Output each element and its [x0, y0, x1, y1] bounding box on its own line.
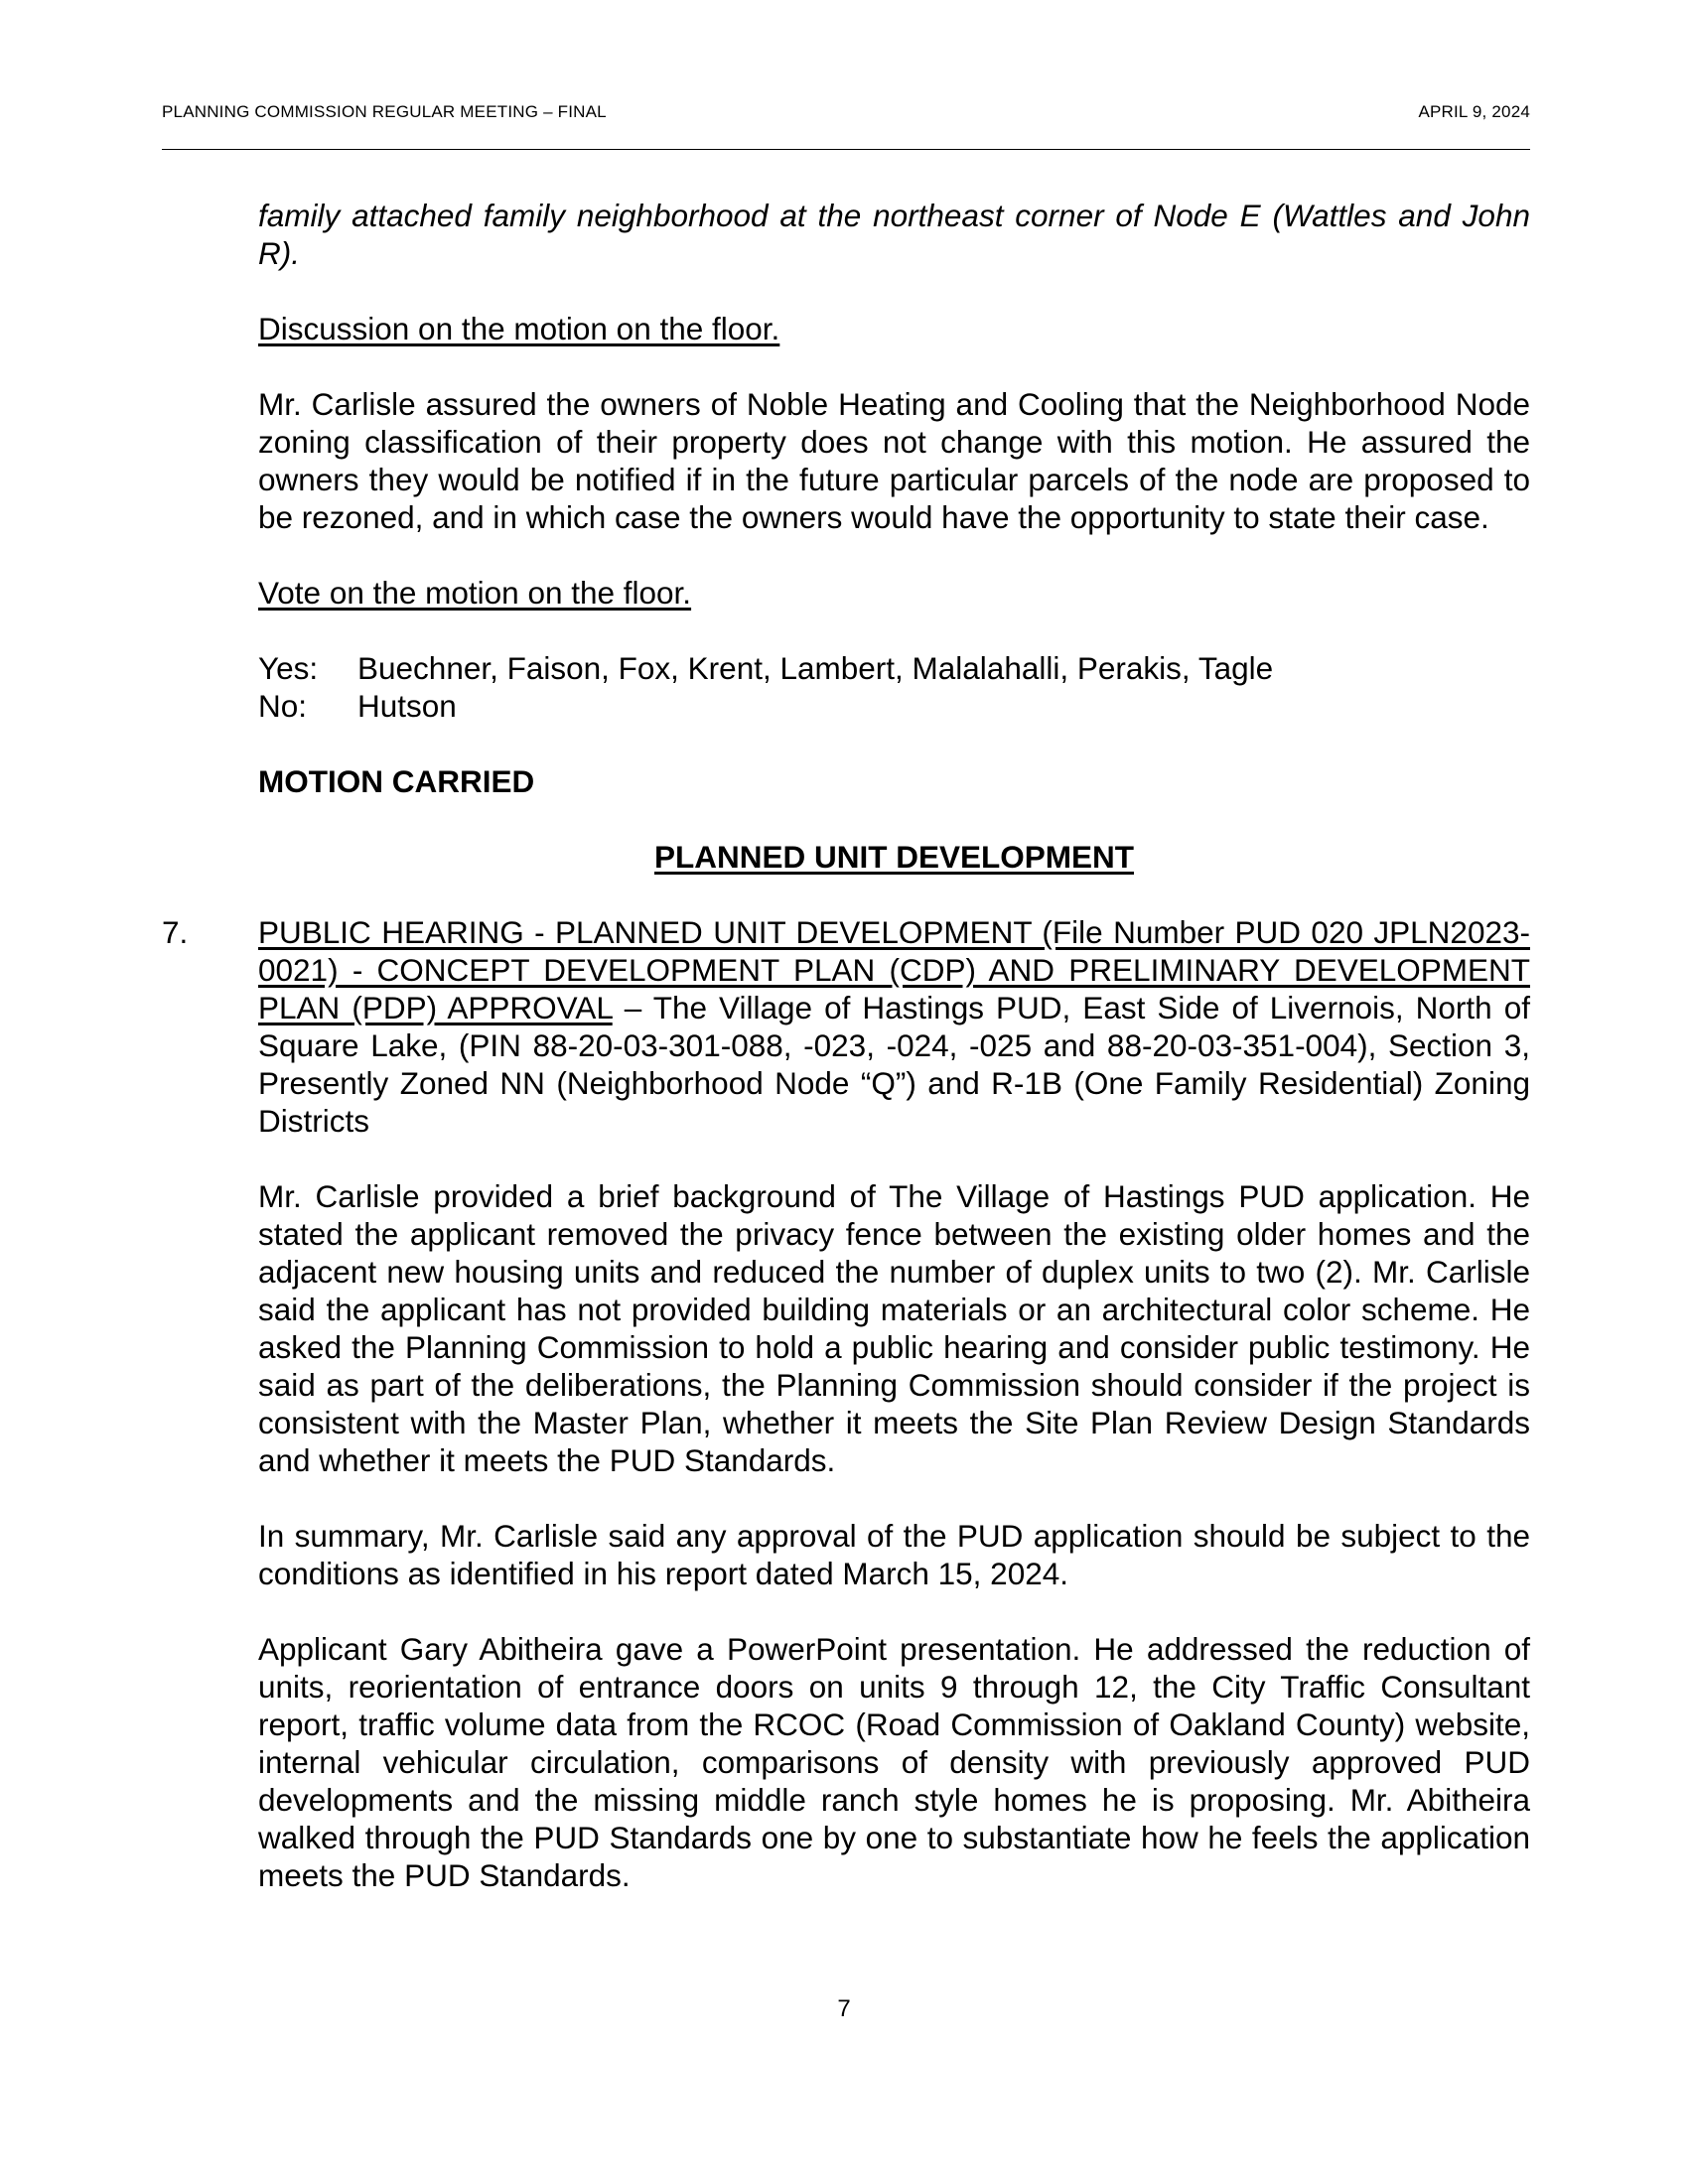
continuation-paragraph: family attached family neighborhood at the northeast corner of Node E (Wattles and John R). [258, 198, 1530, 271]
vote-row-no [258, 687, 1530, 725]
agenda-item-number: 7. [162, 914, 189, 950]
vote-table [258, 649, 1530, 725]
motion-result: MOTION CARRIED [258, 763, 535, 799]
document-body [162, 197, 1530, 1932]
vote-no-label: No: [258, 688, 308, 724]
vote-yes-label: Yes: [258, 650, 319, 686]
agenda-item-description: – The Village of Hastings PUD, East Side of Livernois, North of Square Lake, (PIN 88-20-03-301-088, -023, -024, -025 and 88-20-03-351-004), Section 3, Presently Zoned NN (Neighborhood Node “Q”) and R-1B (One Family Residential) Zoning Districts [258, 990, 1530, 1139]
vote-heading: Vote on the motion on the floor. [258, 575, 692, 611]
section-heading: PLANNED UNIT DEVELOPMENT [653, 839, 1135, 875]
page-number: 7 [837, 1995, 851, 2022]
agenda-item-title: PUBLIC HEARING - PLANNED UNIT DEVELOPMENT (File Number PUD 020 JPLN2023-0021) - CONCEPT DEVELOPMENT PLAN (CDP) AND PRELIMINARY DEVELOPMENT PLAN (PDP) APPROVAL [258, 914, 1530, 1025]
header-divider [162, 149, 1530, 150]
discussion-paragraph: Mr. Carlisle assured the owners of Noble Heating and Cooling that the Neighborhood Node zoning classification of their property does not change with this motion. He assured the owners they would be notified if in the future particular parcels of the node are proposed to be rezoned, and in which case the owners would have the opportunity to state their case. [258, 386, 1530, 535]
summary-paragraph: In summary, Mr. Carlisle said any approval of the PUD application should be subject to the conditions as identified in his report dated March 15, 2024. [258, 1518, 1530, 1591]
presentation-paragraph: Applicant Gary Abitheira gave a PowerPoint presentation. He addressed the reduction of units, reorientation of entrance doors on units 9 through 12, the City Traffic Consultant report, traffic volume data from the RCOC (Road Commission of Oakland County) website, internal vehicular circulation, comparisons of density with previously approved PUD developments and the missing middle ranch style homes he is proposing. Mr. Abitheira walked through the PUD Standards one by one to substantiate how he feels the application meets the PUD Standards. [258, 1631, 1530, 1893]
vote-heading-paragraph [258, 574, 1530, 612]
discussion-heading: Discussion on the motion on the floor. [258, 311, 780, 346]
vote-yes-names: Buechner, Faison, Fox, Krent, Lambert, Malalahalli, Perakis, Tagle [357, 650, 1274, 686]
vote-no-names: Hutson [357, 688, 457, 724]
page-header [162, 102, 1530, 124]
vote-row-yes [258, 649, 1530, 687]
agenda-item [162, 913, 1530, 1140]
header-meeting-title: PLANNING COMMISSION REGULAR MEETING – FINAL [162, 102, 607, 121]
discussion-heading-paragraph [258, 310, 1530, 347]
background-paragraph: Mr. Carlisle provided a brief background of The Village of Hastings PUD application. He stated the applicant removed the privacy fence between the existing older homes and the adjacent new housing units and reduced the number of duplex units to two (2). Mr. Carlisle said the applicant has not provided building materials or an architectural color scheme. He asked the Planning Commission to hold a public hearing and consider public testimony. He said as part of the deliberations, the Planning Commission should consider if the project is consistent with the Master Plan, whether it meets the Site Plan Review Design Standards and whether it meets the PUD Standards. [258, 1178, 1530, 1478]
header-date: APRIL 9, 2024 [1418, 102, 1530, 121]
